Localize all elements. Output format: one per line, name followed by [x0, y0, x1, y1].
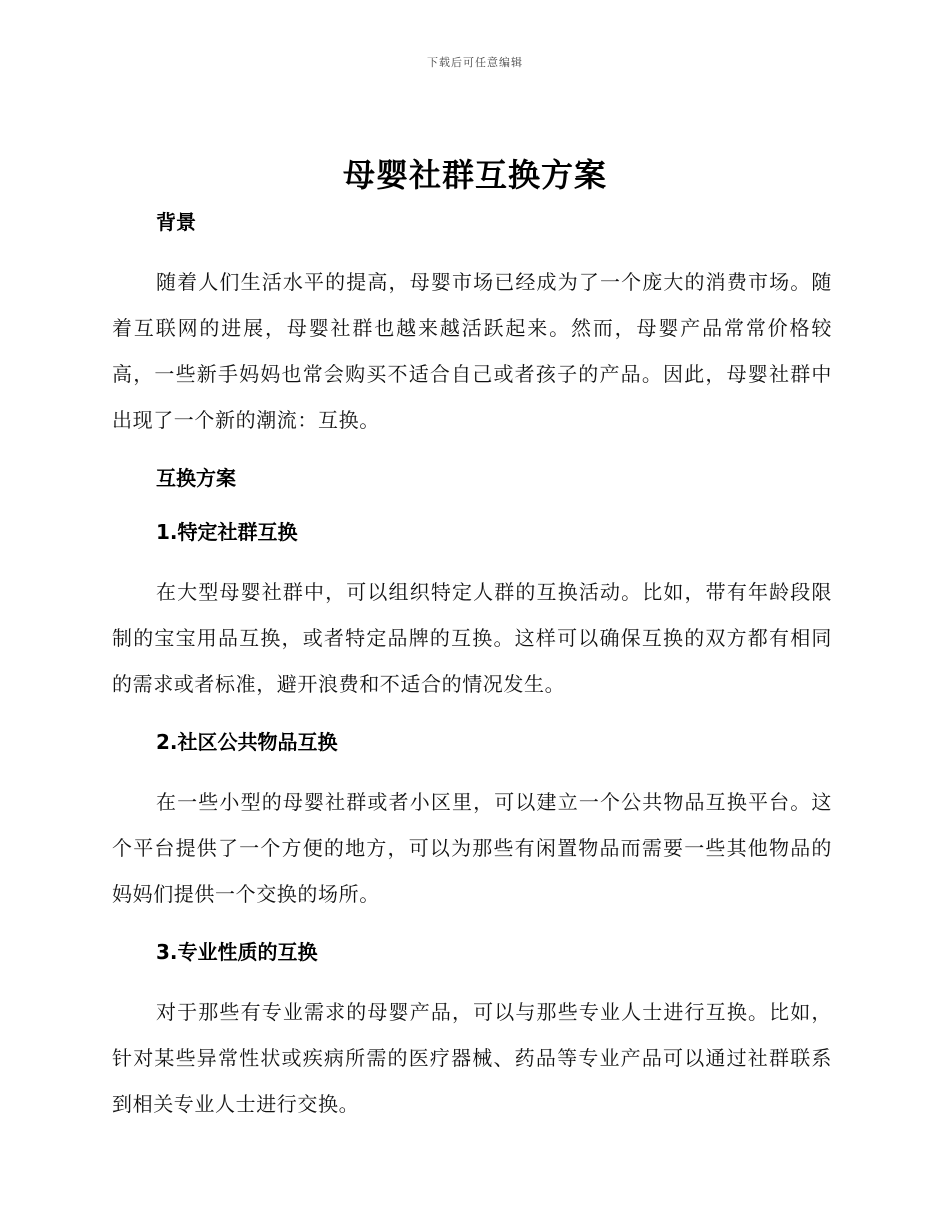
subsection-heading-2: 2.社区公共物品互换: [156, 730, 338, 754]
spacer: [112, 917, 832, 935]
spacer: [112, 443, 832, 461]
paragraph-subsection-1: 在大型母婴社群中，可以组织特定人群的互换活动。比如，带有年龄段限制的宝宝用品互换，或者特定品牌的互换。这样可以确保互换的双方都有相同的需求或者标准，避开浪费和不适合的情况发生。: [112, 580, 832, 696]
subsection-heading-1: 1.特定社群互换: [156, 520, 298, 544]
header-note: 下载后可任意编辑: [427, 56, 523, 69]
paragraph-background: 随着人们生活水平的提高，母婴市场已经成为了一个庞大的消费市场。随着互联网的进展，母婴社群也越来越活跃起来。然而，母婴产品常常价格较高，一些新手妈妈也常会购买不适合自己或者孩子的产品。因此，母婴社群中出现了一个新的潮流：互换。: [112, 270, 832, 432]
section-heading-background: 背景: [156, 210, 196, 234]
section-heading-plan: 互换方案: [156, 466, 236, 490]
spacer: [112, 969, 832, 989]
document-title: 母婴社群互换方案: [342, 156, 607, 194]
spacer: [112, 239, 832, 259]
document-body: [112, 205, 832, 1127]
paragraph-subsection-2: 在一些小型的母婴社群或者小区里，可以建立一个公共物品互换平台。这个平台提供了一个方便的地方，可以为那些有闲置物品而需要一些其他物品的妈妈们提供一个交换的场所。: [112, 790, 832, 906]
subsection-heading-3: 3.专业性质的互换: [156, 940, 318, 964]
spacer: [112, 549, 832, 569]
paragraph-subsection-3: 对于那些有专业需求的母婴产品，可以与那些专业人士进行互换。比如，针对某些异常性状或疾病所需的医疗器械、药品等专业产品可以通过社群联系到相关专业人士进行交换。: [112, 1000, 832, 1116]
spacer: [112, 495, 832, 515]
spacer: [112, 707, 832, 725]
spacer: [112, 759, 832, 779]
